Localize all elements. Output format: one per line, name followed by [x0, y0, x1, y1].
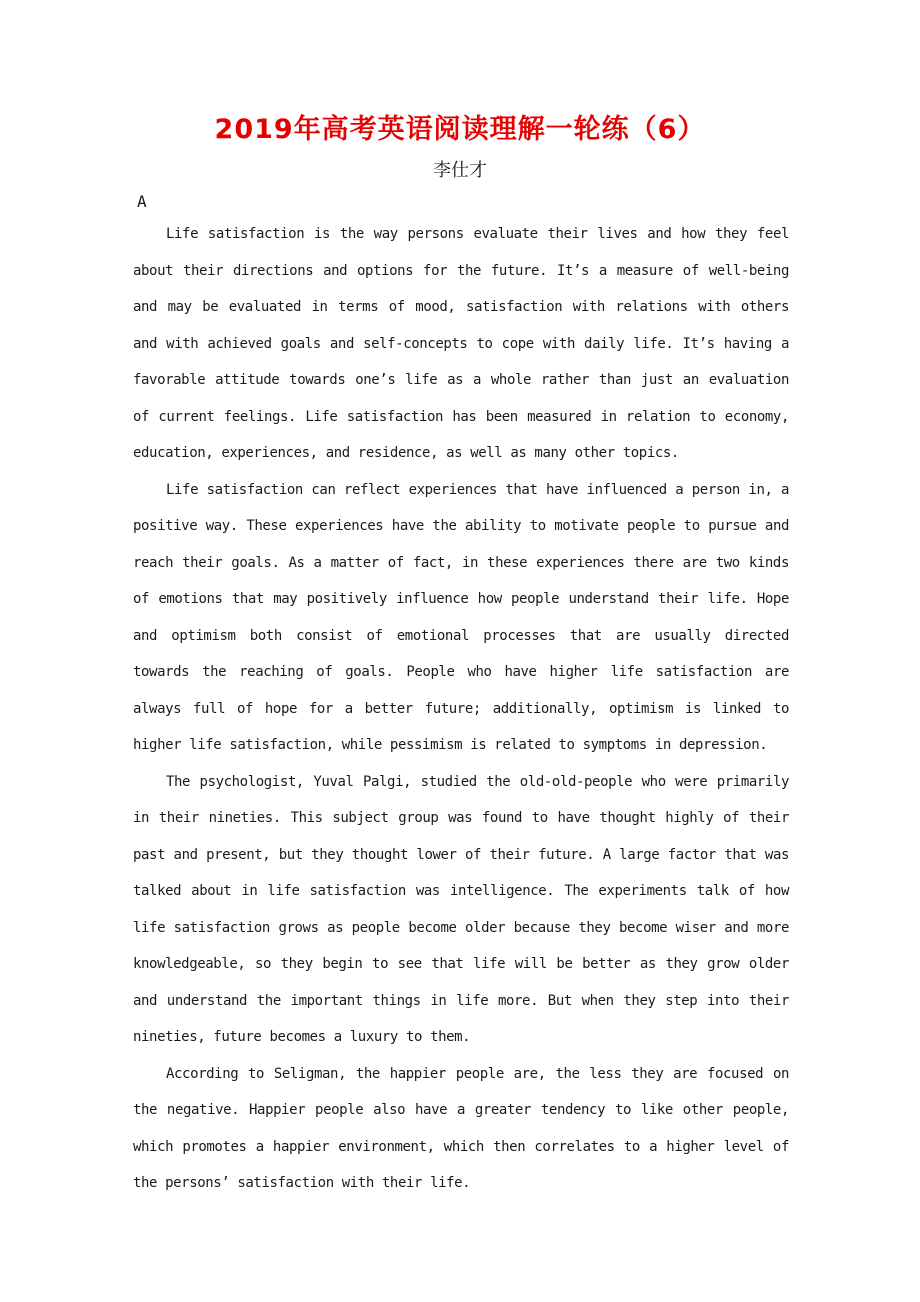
passage-paragraph-3: The psychologist, Yuval Palgi, studied the old-old-people who were primarily in their nineties. This subject group was found to have thought highly of their past and present, but they thought lower of their future. A large factor that was talked about in life satisfaction was intelligence. The experiments talk of how life satisfaction grows as people become older because they become wiser and more knowledgeable, so they begin to see that life will be better as they grow older and understand the important things in life more. But when they step into their nineties, future becomes a luxury to them.	[133, 773, 789, 1045]
passage-paragraph-2: Life satisfaction can reflect experiences that have influenced a person in, a positive way. These experiences have the ability to motivate people to pursue and reach their goals. As a matter of fact, in these experiences there are two kinds of emotions that may positively influence how people understand their life. Hope and optimism both consist of emotional processes that are usually directed towards the reaching of goals. People who have higher life satisfaction are always full of hope for a better future; additionally, optimism is linked to higher life satisfaction, while pessimism is related to symptoms in depression.	[133, 481, 789, 753]
document-title: 2019年高考英语阅读理解一轮练（6）	[214, 114, 706, 145]
passage-paragraph-1: Life satisfaction is the way persons evaluate their lives and how they feel about their directions and options for the future. It’s a measure of well-being and may be evaluated in terms of mood, satisfaction with relations with others and with achieved goals and self-concepts to cope with daily life. It’s having a favorable attitude towards one’s life as a whole rather than just an evaluation of current feelings. Life satisfaction has been measured in relation to economy, education, experiences, and residence, as well as many other topics.	[133, 226, 789, 461]
section-label: A	[137, 192, 147, 211]
reading-passage	[133, 216, 789, 1202]
author-byline: 李仕才	[433, 160, 487, 181]
passage-paragraph-4: According to Seligman, the happier people are, the less they are focused on the negative. Happier people also have a greater tendency to like other people, which promotes a happier environment, which then correlates to a higher level of the persons’ satisfaction with their life.	[133, 1065, 789, 1191]
